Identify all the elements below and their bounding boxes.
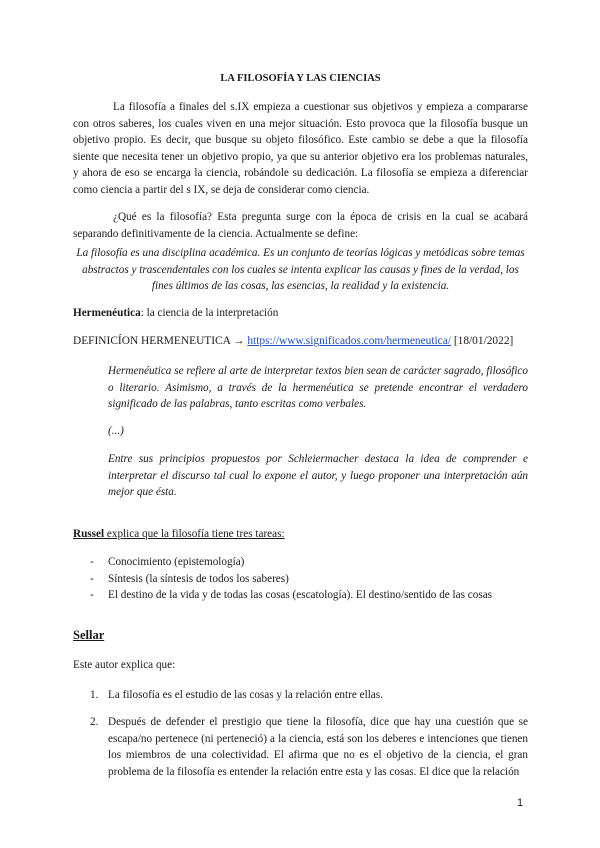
russel-line <box>73 526 528 543</box>
quote-ellipsis: (...) <box>108 425 124 437</box>
list-item: - Síntesis (la síntesis de todos los saberes) <box>73 571 528 588</box>
list-item <box>73 687 528 704</box>
tasks-list <box>73 554 528 604</box>
hermeneutica-quote-1: Hermenéutica se refiere al arte de interpretar textos bien sean de carácter sagrado, filosófico o literario. Asimismo, a través de la hermenéutica se pretende encontrar el verdadero significado de las palabras, tanto escritas como verbales. <box>108 365 528 410</box>
list-item <box>73 714 528 780</box>
page-number: 1 <box>517 797 524 809</box>
hermeneutica-term: Hermenéutica <box>73 307 141 319</box>
list-item: - El destino de la vida y de todas las cosas (escatología). El destino/sentido de las cosas <box>73 587 528 604</box>
point-number: 1. <box>90 689 99 701</box>
point-text: Después de defender el prestigio que tiene la filosofía, dice que hay una cuestión que se escapa/no pertenece (ni perteneció) a la ciencia, está son los deberes e intenciones que tienen los miembros de una colectividad. El afirma que no es el objetivo de la ciencia, el gran problema de la filosofía es entender la relación entre esta y las cosas. El dice que la relación <box>108 716 528 778</box>
sellar-intro: Este autor explica que: <box>73 659 176 671</box>
russel-name: Russel <box>73 528 105 540</box>
question-paragraph: ¿Qué es la filosofía? Esta pregunta surge con la época de crisis en la cual se acabará separando definitivamente de la ciencia. Actualmente se define: <box>73 211 528 240</box>
intro-paragraph: La filosofía a finales del s.IX empieza a cuestionar sus objetivos y empieza a compararse con otros saberes, los cuales viven en una mejor situación. Esto provoca que la filosofía busque un objetivo propio. Es decir, que busque su objeto filosófico. Este cambio se debe a que la filosofía siente que necesita tener un objetivo propio, ya que su anterior objetivo era los problemas naturales, y ahora de eso se encarga la ciencia, robándole su dedicación. La filosofía se empieza a diferenciar como ciencia a partir del s IX, se deja de considerar como ciencia. <box>73 101 528 196</box>
sellar-heading: Sellar <box>73 628 105 642</box>
russel-rest: explica que la filosofía tiene tres tareas: <box>104 528 285 540</box>
hermeneutica-quote-2: Entre sus principios propuestos por Schleiermacher destaca la idea de comprender e interpretar el discurso tal cual lo expone el autor, y luego proponer una interpretación aún mejor que ésta. <box>108 453 528 498</box>
point-text: La filosofía es el estudio de las cosas y la relación entre ellas. <box>108 689 383 701</box>
significados-link[interactable]: https://www.significados.com/hermeneutica/ <box>247 335 451 347</box>
access-date: [18/01/2022] <box>453 335 514 347</box>
sellar-points-2 <box>73 714 528 780</box>
sellar-points <box>73 687 528 704</box>
hermeneutica-definition: : la ciencia de la interpretación <box>140 307 279 319</box>
definicion-label: DEFINICÍON HERMENEUTICA → <box>73 335 245 347</box>
definicion-hermeneutica-line <box>73 333 528 350</box>
list-item: - Conocimiento (epistemología) <box>73 554 528 571</box>
page-title: LA FILOSOFÍA Y LAS CIENCIAS <box>220 73 381 84</box>
definition-quote: La filosofía es una disciplina académica. Es un conjunto de teorías lógicas y metódicas sobre temas abstractos y trascendentales con los cuales se intenta explicar las causas y fines de la verdad, los fines últimos de las cosas, las esencias, la realidad y la existencia. <box>76 247 525 292</box>
hermeneutica-line <box>73 305 528 322</box>
point-number: 2. <box>90 716 99 728</box>
